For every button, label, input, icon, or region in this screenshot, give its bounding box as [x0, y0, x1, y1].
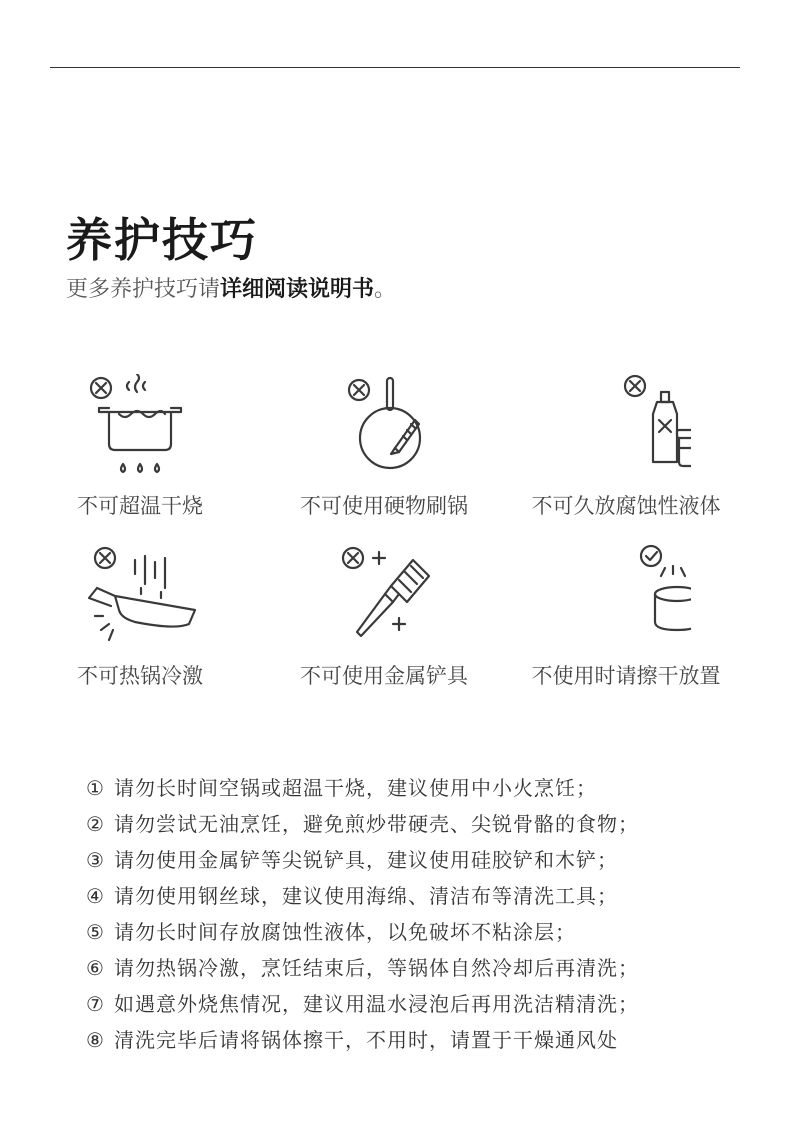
pot-overheat-icon — [75, 374, 205, 484]
care-tile-metal-spatula — [264, 544, 504, 690]
hot-pan-cold-water-icon — [75, 544, 205, 654]
rule-text: 请勿长时间存放腐蚀性液体，以免破坏不粘涂层； — [114, 920, 576, 944]
rule-item — [86, 878, 639, 914]
rule-text: 清洗完毕后请将锅体擦干，不用时，请置于干燥通风处 — [114, 1028, 618, 1052]
dry-saucepan-icon — [561, 544, 691, 654]
rule-item — [86, 914, 639, 950]
care-tile-corrosive — [506, 374, 746, 520]
care-caption: 不使用时请擦干放置 — [531, 664, 721, 688]
rule-text: 请勿长时间空锅或超温干烧，建议使用中小火烹饪； — [114, 776, 597, 800]
rule-number: ⑧ — [86, 1028, 105, 1052]
rule-number: ⑥ — [86, 956, 105, 980]
rule-item — [86, 806, 639, 842]
page-title: 养护技巧 — [66, 213, 258, 267]
rule-text: 如遇意外烧焦情况，建议用温水浸泡后再用洗洁精清洗； — [114, 992, 639, 1016]
page-subtitle — [66, 272, 396, 303]
subtitle-emphasis: 详细阅读说明书 — [220, 277, 375, 302]
rule-number: ⑤ — [86, 920, 105, 944]
care-rules-list — [86, 770, 639, 1058]
rule-number: ④ — [86, 884, 105, 908]
rule-number: ⑦ — [86, 992, 105, 1016]
care-caption: 不可使用金属铲具 — [300, 664, 468, 688]
care-tile-cold-shock — [20, 544, 260, 690]
rule-item — [86, 842, 639, 878]
rule-item — [86, 1022, 639, 1058]
care-tile-overheat — [20, 374, 260, 520]
rule-text: 请勿热锅冷激，烹饪结束后，等锅体自然冷却后再清洗； — [114, 956, 639, 980]
rule-item — [86, 950, 639, 986]
care-caption: 不可久放腐蚀性液体 — [531, 494, 721, 518]
care-tile-dry-storage — [506, 544, 746, 690]
subtitle-prefix: 更多养护技巧请 — [66, 277, 221, 302]
rule-number: ② — [86, 812, 105, 836]
care-caption: 不可使用硬物刷锅 — [300, 494, 468, 518]
subtitle-suffix: 。 — [374, 277, 397, 302]
rule-text: 请勿尝试无油烹饪，避免煎炒带硬壳、尖锐骨骼的食物； — [114, 812, 639, 836]
pan-hard-brush-icon — [319, 374, 449, 484]
corrosive-bottle-icon — [561, 374, 691, 484]
rule-item — [86, 986, 639, 1022]
rule-text: 请勿使用金属铲等尖锐铲具，建议使用硅胶铲和木铲； — [114, 848, 618, 872]
metal-spatula-icon — [319, 544, 449, 654]
top-divider — [50, 67, 740, 68]
rule-text: 请勿使用钢丝球，建议使用海绵、清洁布等清洗工具； — [114, 884, 618, 908]
care-caption: 不可热锅冷激 — [77, 664, 203, 688]
care-tile-hard-brush — [264, 374, 504, 520]
rule-number: ③ — [86, 848, 105, 872]
care-caption: 不可超温干烧 — [77, 494, 203, 518]
rule-item — [86, 770, 639, 806]
rule-number: ① — [86, 776, 105, 800]
